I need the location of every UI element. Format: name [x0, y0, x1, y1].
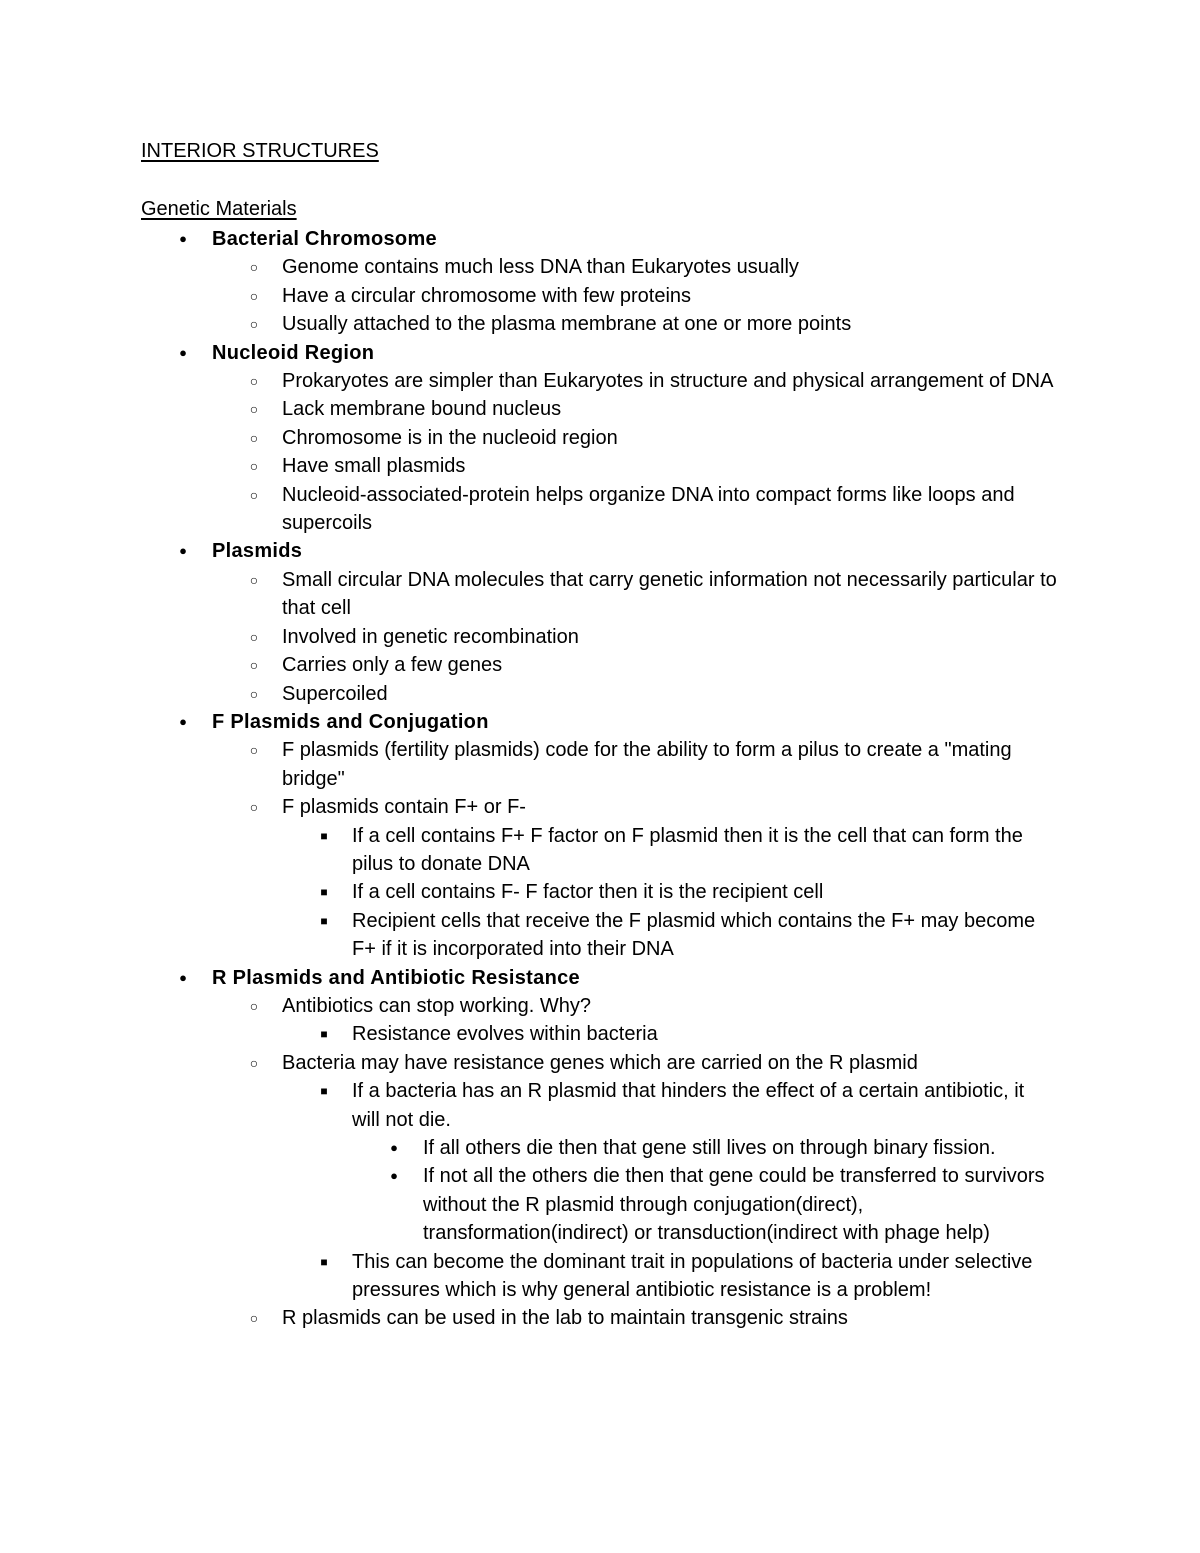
outline-item-level-2	[0, 680, 1200, 708]
bullet-marker-icon: ○	[249, 259, 259, 276]
outline-item-text: Small circular DNA molecules that carry genetic information not necessarily particular to that cell	[282, 568, 1057, 620]
outline-item-level-3	[0, 1020, 1200, 1048]
outline-item-text: Genome contains much less DNA than Eukaryotes usually	[282, 256, 799, 279]
outline-item-text: Resistance evolves within bacteria	[352, 1023, 658, 1046]
outline-item-text: Chromosome is in the nucleoid region	[282, 426, 618, 449]
outline-item-text: Supercoiled	[282, 682, 388, 705]
outline-item-level-1	[0, 339, 1200, 367]
outline-item-text: Involved in genetic recombination	[282, 625, 579, 648]
outline-item-level-2	[0, 793, 1200, 821]
outline-item-level-2	[0, 367, 1200, 395]
outline-item-level-2	[0, 1049, 1200, 1077]
bullet-outline	[0, 225, 1200, 1333]
bullet-marker-icon: ●	[179, 713, 187, 729]
outline-item-text: F plasmids contain F+ or F-	[282, 796, 526, 819]
bullet-marker-icon: ○	[249, 799, 259, 816]
bullet-marker-icon: ○	[249, 287, 259, 304]
outline-item-text: Prokaryotes are simpler than Eukaryotes in structure and physical arrangement of DNA	[282, 370, 1054, 393]
bullet-marker-icon: ●	[179, 543, 187, 559]
outline-item-text: If all others die then that gene still lives on through binary fission.	[423, 1137, 996, 1159]
outline-item-level-2	[0, 452, 1200, 480]
outline-item-text: This can become the dominant trait in populations of bacteria under selective pressures which is why general antibiotic resistance is a problem!	[352, 1250, 1033, 1302]
outline-item-text: Nucleoid Region	[212, 341, 375, 364]
bullet-marker-icon: ■	[320, 828, 328, 843]
outline-item-text: F Plasmids and Conjugation	[212, 710, 489, 733]
bullet-marker-icon: ○	[249, 401, 259, 418]
outline-item-level-3	[0, 907, 1200, 964]
outline-item-text: Carries only a few genes	[282, 654, 503, 677]
section-heading: Genetic Materials	[141, 198, 297, 220]
outline-item-text: R Plasmids and Antibiotic Resistance	[212, 966, 580, 989]
outline-item-level-2	[0, 481, 1200, 538]
bullet-marker-icon: ■	[320, 1254, 328, 1269]
bullet-marker-icon: ○	[249, 657, 259, 674]
bullet-marker-icon: ●	[390, 1168, 398, 1184]
bullet-marker-icon: ●	[179, 344, 187, 360]
outline-item-level-4	[0, 1162, 1200, 1247]
outline-item-level-1	[0, 708, 1200, 736]
bullet-marker-icon: ○	[249, 316, 259, 333]
outline-item-level-2	[0, 992, 1200, 1020]
bullet-marker-icon: ○	[249, 628, 259, 645]
outline-item-level-1	[0, 537, 1200, 565]
outline-item-text: Bacterial Chromosome	[212, 228, 437, 250]
bullet-marker-icon: ■	[320, 1084, 328, 1099]
outline-item-text: Usually attached to the plasma membrane at one or more points	[282, 313, 852, 336]
bullet-marker-icon: ○	[249, 1310, 259, 1327]
outline-item-level-2	[0, 282, 1200, 310]
outline-item-level-2	[0, 395, 1200, 423]
bullet-marker-icon: ●	[179, 969, 187, 985]
outline-item-level-3	[0, 1077, 1200, 1134]
outline-item-level-2	[0, 424, 1200, 452]
outline-item-text: Plasmids	[212, 540, 303, 563]
outline-item-level-3	[0, 1248, 1200, 1305]
outline-item-text: Have small plasmids	[282, 455, 466, 478]
bullet-marker-icon: ○	[249, 486, 259, 503]
bullet-marker-icon: ○	[249, 429, 259, 446]
bullet-marker-icon: ■	[320, 1027, 328, 1042]
outline-item-level-2	[0, 566, 1200, 623]
bullet-marker-icon: ○	[249, 571, 259, 588]
bullet-marker-icon: ○	[249, 373, 259, 390]
outline-item-level-2	[0, 1304, 1200, 1332]
bullet-marker-icon: ■	[320, 913, 328, 928]
outline-item-text: F plasmids (fertility plasmids) code for the ability to form a pilus to create a "mating bridge"	[282, 739, 1012, 790]
bullet-marker-icon: ■	[320, 885, 328, 900]
outline-item-text: Antibiotics can stop working. Why?	[282, 994, 592, 1017]
outline-item-level-3	[0, 822, 1200, 879]
bullet-marker-icon: ○	[249, 742, 259, 759]
outline-item-text: If not all the others die then that gene could be transferred to survivors without the R plasmid through conjugation(direct), transformation(indirect) or transduction(indirect with phage help)	[423, 1165, 1045, 1245]
outline-item-text: Recipient cells that receive the F plasmid which contains the F+ may become F+ if it is incorporated into their DNA	[352, 909, 1036, 961]
page-title: INTERIOR STRUCTURES	[141, 140, 379, 162]
outline-item-level-2	[0, 736, 1200, 793]
outline-item-text: Have a circular chromosome with few proteins	[282, 284, 692, 307]
outline-item-text: R plasmids can be used in the lab to maintain transgenic strains	[282, 1307, 848, 1330]
bullet-marker-icon: ○	[249, 1054, 259, 1071]
bullet-marker-icon: ○	[249, 458, 259, 475]
outline-item-text: Nucleoid-associated-protein helps organize DNA into compact forms like loops and supercoils	[282, 483, 1015, 535]
outline-item-text: If a cell contains F+ F factor on F plasmid then it is the cell that can form the pilus to donate DNA	[352, 824, 1023, 875]
bullet-marker-icon: ●	[179, 231, 187, 246]
outline-item-text: Bacteria may have resistance genes which are carried on the R plasmid	[282, 1051, 918, 1074]
outline-item-level-2	[0, 651, 1200, 679]
outline-item-level-1	[0, 225, 1200, 253]
outline-item-level-4	[0, 1134, 1200, 1162]
outline-item-level-2	[0, 253, 1200, 281]
outline-item-text: If a bacteria has an R plasmid that hinders the effect of a certain antibiotic, it will not die.	[352, 1080, 1025, 1131]
outline-item-level-2	[0, 310, 1200, 338]
outline-item-text: Lack membrane bound nucleus	[282, 398, 562, 421]
bullet-marker-icon: ●	[390, 1140, 398, 1155]
outline-item-text: If a cell contains F- F factor then it is the recipient cell	[352, 881, 824, 904]
outline-item-level-1	[0, 964, 1200, 992]
bullet-marker-icon: ○	[249, 997, 259, 1014]
bullet-marker-icon: ○	[249, 685, 259, 702]
outline-item-level-2	[0, 623, 1200, 651]
outline-item-level-3	[0, 878, 1200, 906]
